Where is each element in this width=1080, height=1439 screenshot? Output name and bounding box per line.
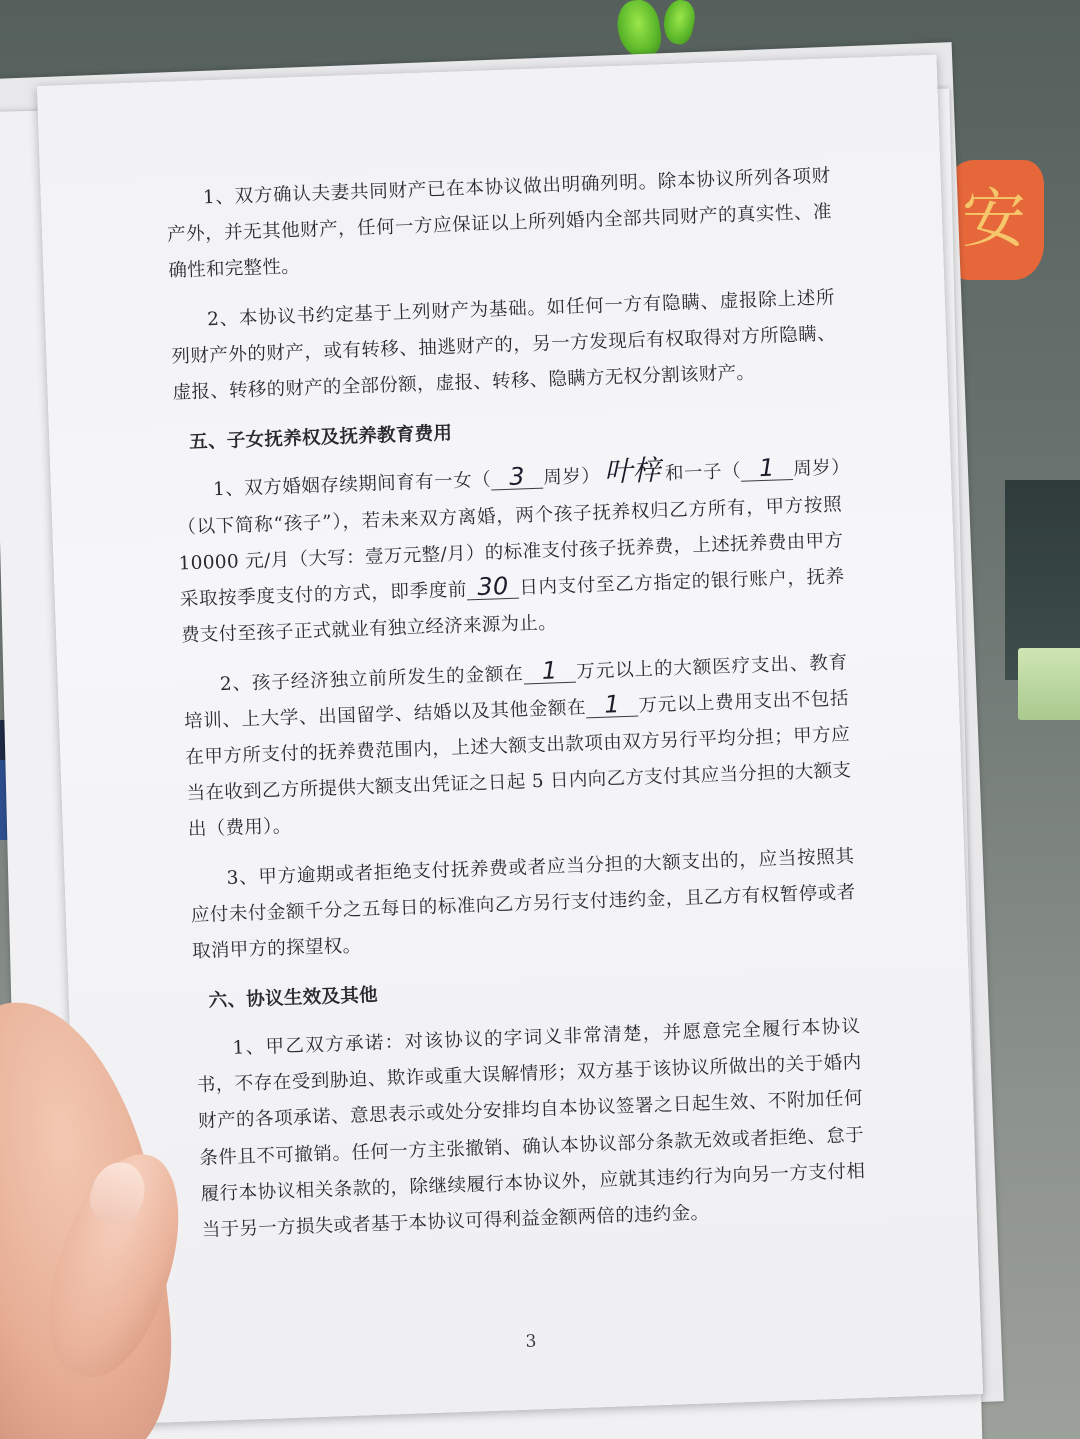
text-segment: 日内支付至乙方指定的银行账户，抚养费支付至孩子正式就业有独立经济来源为止。 [180,565,845,647]
document-page [37,55,983,1426]
handwritten-amount-1: 1 [523,657,576,684]
text-segment: 1、双方婚姻存续期间育有一女（ [212,469,492,501]
paragraph-commitment: 1、甲乙双方承诺：对该协议的字词义非常清楚，并愿意完全履行本协议书，不存在受到胁迫、欺诈或重大误解情形；双方基于该协议所做出的关于婚内财产的各项承诺、意思表示或处分安排均自本协议签署之日起生效、不附加任何条件且不可撤销。任何一方主张撤销、确认本协议部分条款无效或者拒绝、怠于履行本协议相关条款的，除继续履行本协议外，应就其违约行为向另一方支付相当于另一方损失或者基于本协议可得利益金额两倍的违约金。 [196,1016,866,1241]
text-segment: 周岁） [542,466,601,490]
paragraph-property-basis: 2、本协议书约定基于上列财产为基础。如任何一方有隐瞒、虚报除上述所列财产外的财产，或有转移、抽逃财产的，另一方发现后有权取得对方所隐瞒、虚报、转移的财产的全部份额，虚报、转移、隐瞒方无权分割该财产。 [171,287,837,404]
handwritten-girl-age: 3 [491,464,544,491]
page-content [165,158,867,1262]
handwritten-child-name: 叶梓 [603,454,662,489]
paragraph-late-payment: 3、甲方逾期或者拒绝支付抚养费或者应当分担的大额支出的，应当按照其应付未付金额千分之五每日的标准向乙方另行支付违约金，且乙方有权暂停或者取消甲方的探望权。 [190,846,856,963]
text-segment: 2、孩子经济独立前所发生的金额在 [219,663,525,695]
paragraph-large-expenses [182,645,853,848]
green-book [1018,648,1080,720]
text-segment: 和一子（ [664,461,742,485]
handwritten-boy-age: 1 [741,455,794,482]
handwritten-days: 30 [467,573,520,600]
decoration-glyph: 安 [962,183,1026,257]
section-heading-custody: 五、子女抚养权及抚养教育费用 [188,423,453,454]
text-segment: 万元以上费用支出不包括在甲方所支付的抚养费范围内，上述大额支出款项由双方另行平均分担；甲方应当在收到乙方所提供大额支出凭证之日起 5 日内向乙方支付其应当分担的大额支出（费用）。 [185,687,852,841]
text-segment: 万元以上的大额医疗支出、教育培训、上大学、出国留学、结婚以及其他金额在 [183,651,848,733]
handwritten-amount-2: 1 [586,691,639,718]
paragraph-property-confirm: 1、双方确认夫妻共同财产已在本协议做出明确列明。除本协议所列各项财产外，并无其他财产，任何一方应保证以上所列婚内全部共同财产的真实性、准确性和完整性。 [166,165,833,282]
page-number: 3 [525,1331,537,1352]
paragraph-custody-support [176,451,847,654]
text-segment: 周岁）（以下简称“孩子”），若未来双方离婚，两个孩子抚养权归乙方所有，甲方按照 10000 元/月（大写：壹万元整/月）的标准支付孩子抚养费，上述抚养费由甲方采取按季度支付的方式，即季度前 [177,457,844,611]
section-heading-effect: 六、协议生效及其他 [208,985,379,1012]
